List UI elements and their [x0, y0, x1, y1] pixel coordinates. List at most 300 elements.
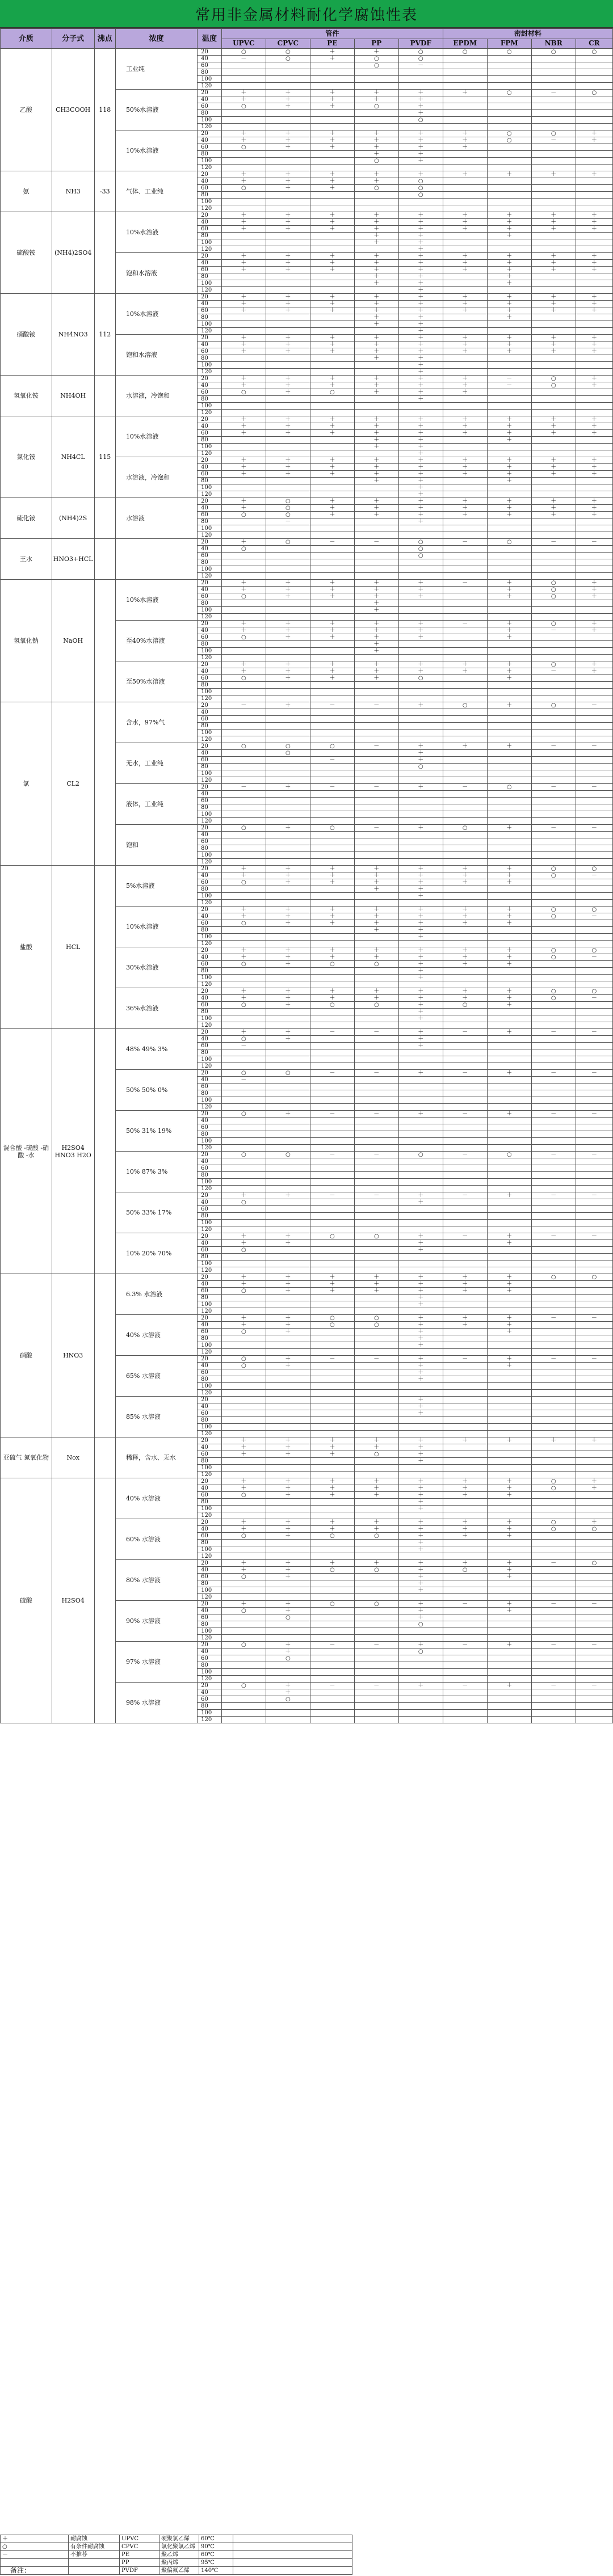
rating-cell	[576, 1594, 612, 1601]
rating-cell: ○	[266, 743, 310, 750]
rating-cell: ○	[398, 764, 443, 770]
rating-cell	[266, 1397, 310, 1403]
rating-cell: ＋	[221, 539, 266, 546]
rating-cell: ○	[531, 1478, 576, 1485]
rating-cell	[221, 1376, 266, 1383]
rating-cell	[221, 689, 266, 695]
rating-cell: ＋	[310, 580, 354, 587]
rating-cell	[398, 1179, 443, 1186]
rating-cell: ＋	[221, 342, 266, 348]
rating-cell	[443, 246, 487, 253]
rating-cell	[576, 1090, 612, 1097]
temperature-cell: 20	[198, 1683, 222, 1689]
concentration-cell: 30%水溶液	[115, 947, 197, 988]
rating-cell	[310, 1376, 354, 1383]
rating-cell: ○	[531, 376, 576, 382]
rating-cell	[576, 927, 612, 934]
boiling-point-cell	[94, 1437, 115, 1478]
rating-cell	[487, 777, 531, 784]
rating-cell: ＋	[443, 913, 487, 920]
rating-cell	[354, 1043, 398, 1049]
rating-cell	[221, 1295, 266, 1301]
title-text: 常用非金属材料耐化学腐蚀性表	[195, 6, 418, 24]
temperature-cell: 80	[198, 1499, 222, 1506]
rating-cell: ＋	[221, 1601, 266, 1608]
temperature-cell: 80	[198, 1009, 222, 1015]
rating-cell	[531, 1104, 576, 1111]
rating-cell: ○	[310, 961, 354, 968]
rating-cell	[266, 1710, 310, 1717]
rating-cell: ＋	[266, 866, 310, 872]
rating-cell: －	[310, 1152, 354, 1158]
rating-cell	[531, 1465, 576, 1472]
rating-cell	[221, 328, 266, 335]
rating-cell: ＋	[221, 947, 266, 954]
rating-cell	[266, 1213, 310, 1220]
temperature-cell: 120	[198, 491, 222, 498]
rating-cell	[576, 1649, 612, 1655]
rating-cell	[221, 1049, 266, 1056]
rating-cell	[310, 246, 354, 253]
rating-cell	[266, 709, 310, 716]
rating-cell: ＋	[487, 947, 531, 954]
rating-cell	[576, 1546, 612, 1553]
rating-cell	[443, 532, 487, 539]
rating-cell: ＋	[398, 1335, 443, 1342]
rating-cell: ○	[354, 1451, 398, 1458]
rating-cell	[221, 484, 266, 491]
rating-cell: ○	[354, 1315, 398, 1322]
rating-cell	[487, 764, 531, 770]
rating-cell	[576, 1574, 612, 1580]
temperature-cell: 80	[198, 1662, 222, 1669]
rating-cell	[398, 798, 443, 804]
rating-cell: －	[443, 621, 487, 627]
rating-cell	[576, 1444, 612, 1451]
temperature-cell: 40	[198, 505, 222, 512]
rating-cell	[354, 246, 398, 253]
rating-cell	[221, 1431, 266, 1437]
rating-cell	[266, 362, 310, 369]
rating-cell	[576, 491, 612, 498]
temperature-cell: 120	[198, 736, 222, 743]
rating-cell: ＋	[354, 267, 398, 273]
rating-cell	[266, 1165, 310, 1172]
rating-cell	[576, 1621, 612, 1628]
rating-cell	[576, 1458, 612, 1465]
rating-cell: －	[310, 1070, 354, 1077]
rating-cell	[531, 1260, 576, 1267]
concentration-cell: 液体，工业纯	[115, 784, 197, 825]
rating-cell	[221, 1172, 266, 1179]
rating-cell: ○	[221, 634, 266, 641]
rating-cell: ＋	[266, 253, 310, 260]
rating-cell: ＋	[443, 1437, 487, 1444]
rating-cell: ＋	[576, 423, 612, 430]
rating-cell	[310, 689, 354, 695]
temperature-cell: 40	[198, 627, 222, 634]
rating-cell: ＋	[398, 879, 443, 886]
rating-cell	[487, 56, 531, 62]
rating-cell: －	[531, 1029, 576, 1036]
rating-cell	[354, 1696, 398, 1703]
rating-cell: ○	[443, 1567, 487, 1574]
rating-cell	[354, 1090, 398, 1097]
rating-cell	[576, 777, 612, 784]
rating-cell: ＋	[354, 1288, 398, 1295]
rating-cell: ＋	[221, 580, 266, 587]
rating-cell: ＋	[266, 879, 310, 886]
rating-cell	[443, 1458, 487, 1465]
rating-cell	[266, 1369, 310, 1376]
rating-cell: －	[576, 1683, 612, 1689]
rating-cell	[221, 832, 266, 838]
rating-cell	[354, 1655, 398, 1662]
rating-cell: －	[531, 825, 576, 832]
temperature-cell: 120	[198, 410, 222, 416]
rating-cell	[310, 927, 354, 934]
rating-cell: ＋	[531, 471, 576, 478]
rating-cell: ＋	[487, 593, 531, 600]
rating-cell	[266, 757, 310, 764]
rating-cell	[576, 1240, 612, 1247]
rating-cell	[576, 1465, 612, 1472]
rating-cell: ＋	[398, 1233, 443, 1240]
rating-cell	[221, 1465, 266, 1472]
rating-cell	[354, 1083, 398, 1090]
rating-cell	[310, 566, 354, 573]
rating-cell	[266, 832, 310, 838]
rating-cell: ○	[221, 1288, 266, 1295]
rating-cell	[443, 1145, 487, 1152]
rating-cell	[310, 1574, 354, 1580]
rating-cell	[531, 981, 576, 988]
rating-cell: ○	[531, 995, 576, 1002]
rating-cell	[487, 614, 531, 621]
rating-cell: ○	[531, 872, 576, 879]
temperature-cell: 20	[198, 1478, 222, 1485]
rating-cell	[266, 1301, 310, 1308]
rating-cell	[398, 124, 443, 130]
rating-cell: ＋	[221, 130, 266, 137]
rating-cell	[221, 553, 266, 559]
rating-cell: ○	[487, 90, 531, 96]
rating-cell: ＋	[398, 518, 443, 525]
rating-cell	[354, 1628, 398, 1635]
rating-cell: ＋	[398, 301, 443, 307]
legend-symbol: －	[1, 2551, 69, 2559]
rating-cell	[531, 1329, 576, 1335]
rating-cell: ＋	[443, 130, 487, 137]
rating-cell	[266, 1226, 310, 1233]
temperature-cell: 20	[198, 580, 222, 587]
rating-cell	[576, 1424, 612, 1431]
rating-cell	[531, 321, 576, 328]
rating-cell	[531, 1397, 576, 1403]
rating-cell	[221, 1390, 266, 1397]
rating-cell	[266, 1295, 310, 1301]
rating-cell	[398, 1267, 443, 1274]
rating-cell	[487, 1689, 531, 1696]
boiling-point-cell: -33	[94, 171, 115, 212]
temperature-cell: 40	[198, 1158, 222, 1165]
rating-cell	[576, 798, 612, 804]
temperature-cell: 80	[198, 682, 222, 689]
rating-cell	[354, 804, 398, 811]
legend-blank	[233, 2543, 352, 2551]
rating-cell: ＋	[310, 457, 354, 464]
rating-cell	[531, 410, 576, 416]
temperature-cell: 120	[198, 1186, 222, 1192]
rating-cell: －	[266, 518, 310, 525]
rating-cell	[310, 648, 354, 655]
rating-cell	[576, 484, 612, 491]
rating-cell	[266, 723, 310, 730]
rating-cell	[576, 1002, 612, 1009]
rating-cell	[443, 239, 487, 246]
rating-cell	[354, 1172, 398, 1179]
rating-cell: ＋	[443, 1526, 487, 1533]
rating-cell: ＋	[487, 580, 531, 587]
rating-cell	[443, 1574, 487, 1580]
rating-cell	[487, 1710, 531, 1717]
concentration-cell: 水溶液，冷饱和	[115, 457, 197, 498]
rating-cell: ＋	[354, 886, 398, 893]
rating-cell: ＋	[531, 512, 576, 518]
rating-cell: ＋	[398, 382, 443, 389]
rating-cell	[443, 355, 487, 362]
rating-cell	[354, 124, 398, 130]
temperature-cell: 80	[198, 1703, 222, 1710]
concentration-cell: 50% 33% 17%	[115, 1192, 197, 1233]
temperature-cell: 60	[198, 1451, 222, 1458]
rating-cell: ＋	[266, 872, 310, 879]
rating-cell: ＋	[398, 1322, 443, 1329]
rating-cell	[443, 845, 487, 852]
table-row	[1, 171, 613, 178]
rating-cell	[531, 770, 576, 777]
rating-cell: ＋	[354, 498, 398, 505]
rating-cell	[443, 1131, 487, 1138]
rating-cell: ○	[221, 879, 266, 886]
rating-cell: ＋	[443, 1492, 487, 1499]
temperature-cell: 80	[198, 233, 222, 239]
rating-cell	[221, 723, 266, 730]
rating-cell: ＋	[221, 178, 266, 185]
rating-cell	[576, 838, 612, 845]
rating-cell: ＋	[310, 505, 354, 512]
rating-cell	[310, 124, 354, 130]
rating-cell: －	[531, 1642, 576, 1649]
rating-cell	[531, 525, 576, 532]
rating-cell: ＋	[266, 1315, 310, 1322]
legend-material-code: CPVC	[120, 2543, 159, 2551]
rating-cell	[531, 1662, 576, 1669]
rating-cell	[354, 818, 398, 825]
temperature-cell: 40	[198, 301, 222, 307]
rating-cell	[221, 1621, 266, 1628]
rating-cell: ＋	[266, 1689, 310, 1696]
rating-cell	[221, 1009, 266, 1015]
rating-cell: ＋	[310, 430, 354, 437]
temperature-cell: 80	[198, 1580, 222, 1587]
rating-cell: ＋	[354, 471, 398, 478]
rating-cell	[354, 1390, 398, 1397]
rating-cell	[531, 757, 576, 764]
rating-cell	[354, 1703, 398, 1710]
rating-cell: ＋	[354, 478, 398, 484]
rating-cell	[221, 600, 266, 607]
rating-cell	[443, 1206, 487, 1213]
rating-cell: ＋	[354, 457, 398, 464]
rating-cell: －	[531, 539, 576, 546]
rating-cell	[443, 791, 487, 798]
rating-cell	[487, 1301, 531, 1308]
rating-cell	[354, 1267, 398, 1274]
rating-cell	[310, 165, 354, 171]
rating-cell: ＋	[487, 702, 531, 709]
rating-cell	[266, 192, 310, 199]
rating-cell	[221, 199, 266, 205]
rating-cell	[310, 1083, 354, 1090]
rating-cell	[487, 811, 531, 818]
table-header	[1, 29, 613, 49]
legend-meaning	[69, 2567, 120, 2575]
rating-cell	[487, 239, 531, 246]
temperature-cell: 80	[198, 1131, 222, 1138]
rating-cell: ＋	[398, 1363, 443, 1369]
rating-cell	[531, 975, 576, 981]
rating-cell: ＋	[266, 1036, 310, 1043]
temperature-cell: 80	[198, 518, 222, 525]
rating-cell	[398, 1172, 443, 1179]
rating-cell	[398, 648, 443, 655]
rating-cell	[221, 886, 266, 893]
rating-cell	[443, 1431, 487, 1437]
temperature-cell: 100	[198, 1587, 222, 1594]
temperature-cell: 20	[198, 866, 222, 872]
rating-cell: ○	[487, 784, 531, 791]
rating-cell	[221, 117, 266, 124]
rating-cell	[576, 1118, 612, 1124]
temperature-cell: 20	[198, 1642, 222, 1649]
rating-cell	[221, 818, 266, 825]
rating-cell: ＋	[266, 1240, 310, 1247]
rating-cell	[310, 1506, 354, 1512]
rating-cell	[310, 1226, 354, 1233]
temperature-cell: 120	[198, 1390, 222, 1397]
rating-cell	[443, 811, 487, 818]
rating-cell: ＋	[443, 1533, 487, 1540]
rating-cell	[398, 1689, 443, 1696]
rating-cell	[487, 655, 531, 661]
rating-cell	[443, 1390, 487, 1397]
rating-cell	[221, 1587, 266, 1594]
rating-cell	[443, 396, 487, 403]
rating-cell	[398, 403, 443, 410]
rating-cell	[398, 1260, 443, 1267]
rating-cell	[221, 1410, 266, 1417]
rating-cell: ○	[221, 389, 266, 396]
rating-cell	[531, 1206, 576, 1213]
rating-cell: ＋	[398, 369, 443, 376]
rating-cell	[310, 1703, 354, 1710]
rating-cell	[576, 362, 612, 369]
rating-cell	[531, 287, 576, 294]
rating-cell	[443, 1512, 487, 1519]
rating-cell	[354, 1574, 398, 1580]
temperature-cell: 40	[198, 668, 222, 675]
rating-cell	[310, 682, 354, 689]
rating-cell	[354, 1015, 398, 1022]
rating-cell: －	[531, 1233, 576, 1240]
rating-cell: ○	[576, 866, 612, 872]
temperature-cell: 40	[198, 913, 222, 920]
temperature-cell: 40	[198, 178, 222, 185]
rating-cell	[487, 1158, 531, 1165]
rating-cell: ○	[531, 954, 576, 961]
rating-cell	[266, 1424, 310, 1431]
rating-cell: ＋	[443, 1281, 487, 1288]
rating-cell: ＋	[310, 137, 354, 144]
rating-cell: ＋	[398, 219, 443, 226]
temperature-cell: 20	[198, 825, 222, 832]
rating-cell: ＋	[576, 621, 612, 627]
legend-material-code: PVDF	[120, 2567, 159, 2575]
rating-cell: －	[531, 1356, 576, 1363]
rating-cell	[310, 1635, 354, 1642]
rating-cell: ○	[354, 158, 398, 165]
temperature-cell: 20	[198, 784, 222, 791]
formula-cell: NH4OH	[52, 376, 94, 416]
rating-cell: ＋	[443, 498, 487, 505]
rating-cell	[310, 478, 354, 484]
rating-cell: ＋	[354, 1526, 398, 1533]
rating-cell	[576, 1083, 612, 1090]
rating-cell	[531, 893, 576, 900]
rating-cell: ＋	[443, 988, 487, 995]
rating-cell: ＋	[576, 219, 612, 226]
rating-cell	[531, 811, 576, 818]
rating-cell: ＋	[398, 1567, 443, 1574]
rating-cell: ＋	[310, 995, 354, 1002]
rating-cell	[531, 56, 576, 62]
rating-cell	[443, 716, 487, 723]
rating-cell: ＋	[443, 1560, 487, 1567]
rating-cell: ＋	[398, 335, 443, 342]
rating-cell	[354, 838, 398, 845]
rating-cell	[443, 627, 487, 634]
rating-cell: ＋	[398, 273, 443, 280]
rating-cell	[487, 1717, 531, 1723]
rating-cell	[576, 185, 612, 192]
rating-cell: －	[576, 743, 612, 750]
temperature-cell: 100	[198, 199, 222, 205]
rating-cell: ＋	[398, 1499, 443, 1506]
rating-cell: －	[576, 1233, 612, 1240]
header-material: EPDM	[443, 39, 487, 49]
rating-cell	[221, 369, 266, 376]
rating-cell	[221, 525, 266, 532]
rating-cell	[221, 1383, 266, 1390]
rating-cell	[354, 1295, 398, 1301]
rating-cell	[531, 62, 576, 69]
rating-cell	[531, 1410, 576, 1417]
rating-cell	[221, 852, 266, 859]
formula-cell: H2SO4 HNO3 H2O	[52, 1029, 94, 1274]
rating-cell: ＋	[531, 335, 576, 342]
rating-cell	[354, 518, 398, 525]
